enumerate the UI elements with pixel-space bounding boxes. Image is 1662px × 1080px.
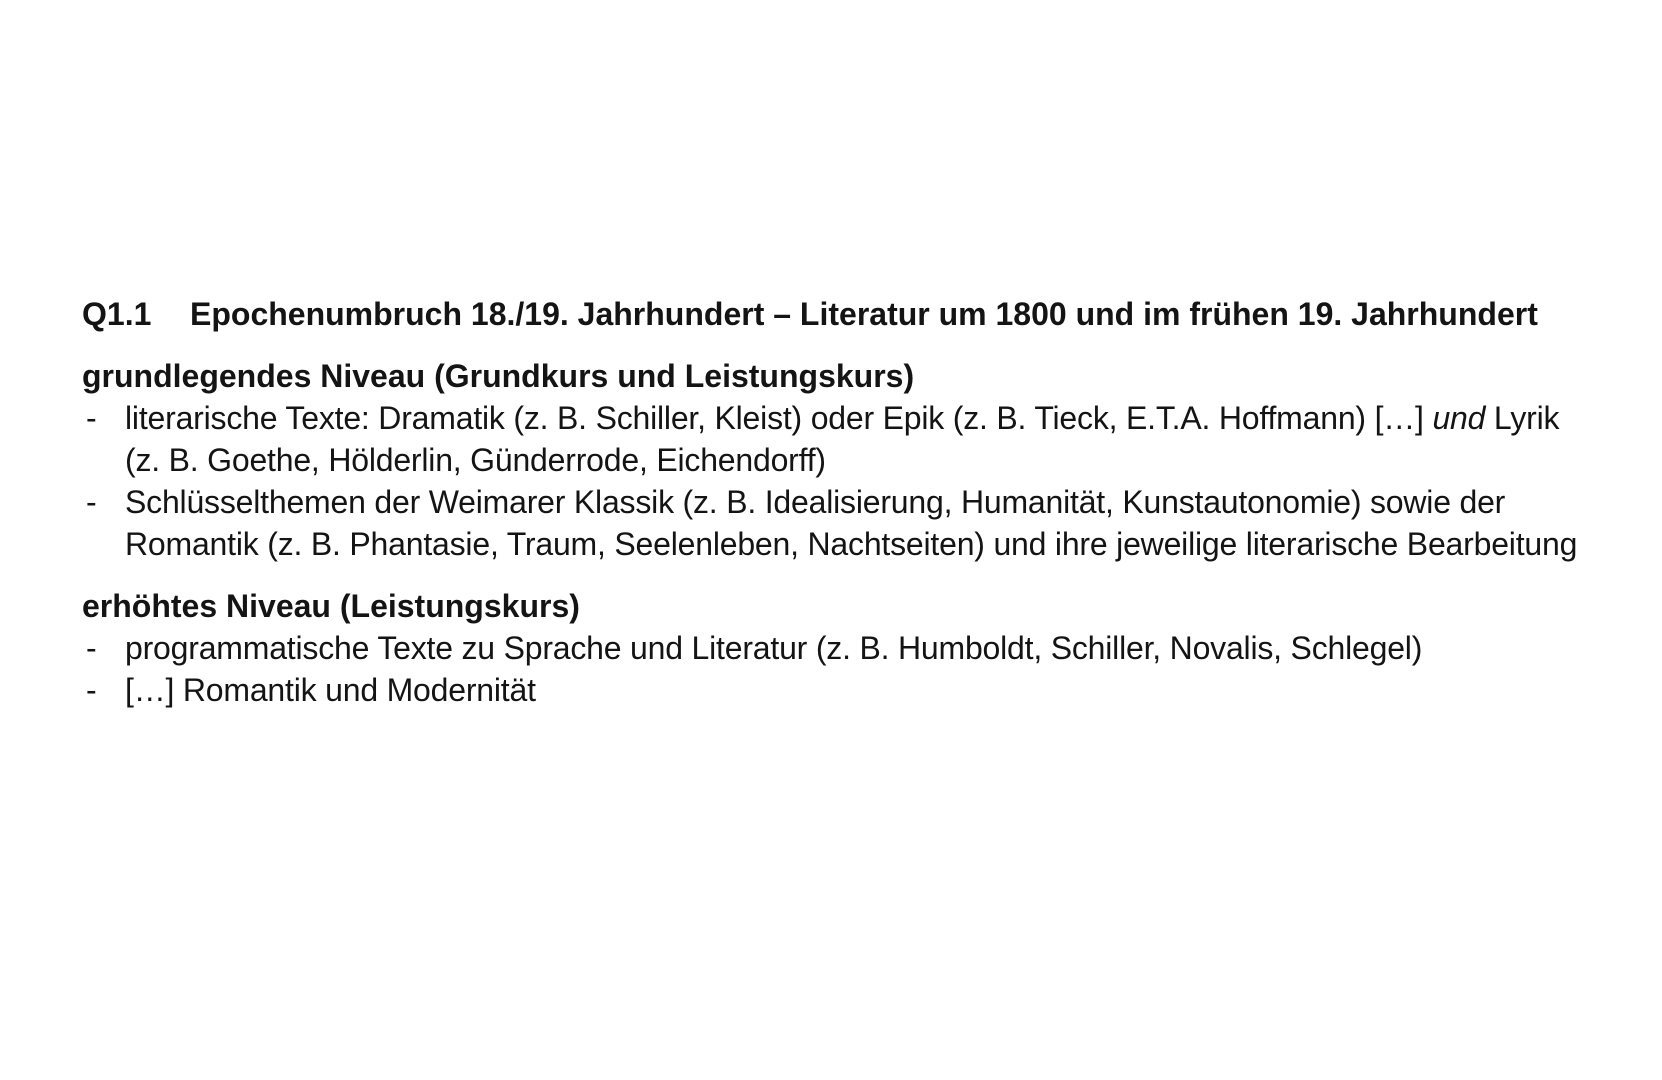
list-item <box>82 397 1602 481</box>
advanced-level-title: erhöhtes Niveau (Leistungskurs) <box>82 588 580 624</box>
basic-level-list <box>82 397 1602 565</box>
list-item-italic: und <box>1432 400 1486 436</box>
bullet-dash: - <box>86 400 97 436</box>
basic-level-section <box>82 355 1602 565</box>
list-item-text: Schlüsselthemen der Weimarer Klassik (z. B. Idealisierung, Humanität, Kunstautonomie) sowie der Romantik (z. B. Phantasie, Traum, Seelenleben, Nachtseiten) und ihre jeweilige literarische Bearbeitung <box>125 484 1578 562</box>
bullet-dash: - <box>86 630 97 666</box>
document-body <box>82 293 1602 711</box>
list-item-text: […] Romantik und Modernität <box>125 672 536 708</box>
list-item-text: Lyrik (z. B. Goethe, Hölderlin, Günderrode, Eichendorff) <box>125 400 1560 478</box>
advanced-level-section <box>82 585 1602 711</box>
list-item-text: programmatische Texte zu Sprache und Literatur (z. B. Humboldt, Schiller, Novalis, Schlegel) <box>125 630 1423 666</box>
section-title: Epochenumbruch 18./19. Jahrhundert – Literatur um 1800 und im frühen 19. Jahrhundert <box>190 296 1538 332</box>
bullet-dash: - <box>86 484 97 520</box>
basic-level-title: grundlegendes Niveau (Grundkurs und Leistungskurs) <box>82 358 915 394</box>
list-item <box>82 481 1602 565</box>
list-item-text: literarische Texte: Dramatik (z. B. Schiller, Kleist) oder Epik (z. B. Tieck, E.T.A. Hoffmann) […] <box>125 400 1433 436</box>
list-item <box>82 627 1602 669</box>
section-number: Q1.1 <box>82 296 152 332</box>
section-heading <box>82 293 1602 335</box>
list-item <box>82 669 1602 711</box>
bullet-dash: - <box>86 672 97 708</box>
advanced-level-list <box>82 627 1602 711</box>
